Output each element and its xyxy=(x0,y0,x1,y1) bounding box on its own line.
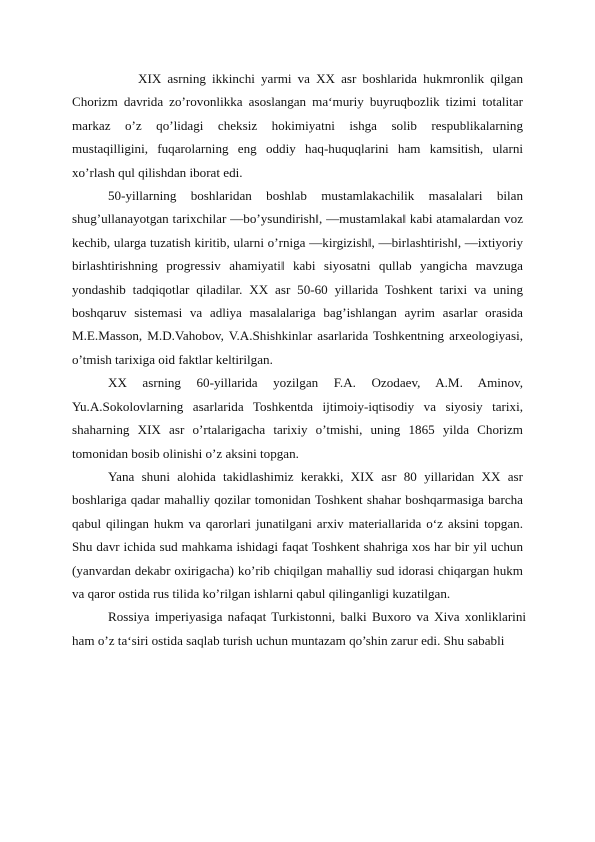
paragraph-2: 50-yillarning boshlaridan boshlab mustamlakachilik masalalari bilan shug’ullanayotgan tarixchilar ―bo’ysundirish‖, ―mustamlaka‖ kabi atamalardan voz kechib, ularga tuzatish kiritib, ularni o’rniga ―kirgizish‖, ―birlashtirish‖, ―ixtiyoriy birlashtirishning progressiv ahamiyati‖ kabi siyosatni qullab yangicha mavzuga yondashib tadqiqotlar qiladilar. XX asr 50-60 yillarida Toshkent tarixi va uning boshqaruv sistemasi va adliya masalalariga bag’ishlangan ayrim asarlar orasida M.E.Masson, M.D.Vahobov, V.A.Shishkinlar asarlarida Toshkentning arxeologiyasi, o’tmish tarixiga oid faktlar keltirilgan. xyxy=(72,188,523,367)
paragraph-1: XIX asrning ikkinchi yarmi va XX asr boshlarida hukmronlik qilgan Chorizm davrida zo’rovonlikka asoslangan ma‘muriy buyruqbozlik tizimi totalitar markaz o’z qo’lidagi cheksiz hokimiyatni ishga solib respublikalarning mustaqilligini, fuqarolarning eng oddiy haq-huquqlarini ham kamsitish, ularni xo’rlash qul qilishdan iborat edi. xyxy=(72,71,523,180)
paragraph-3: XX asrning 60-yillarida yozilgan F.A. Ozodaev, A.M. Aminov, Yu.A.Sokolovlarning asarlarida Toshkentda ijtimoiy-iqtisodiy va siyosiy tarixi, shaharning XIX asr o’rtalarigacha tarixiy o’tmishi, uning 1865 yilda Chorizm tomonidan bosib olinishi o’z aksini topgan. xyxy=(72,375,523,461)
paragraph-5: Rossiya imperiyasiga nafaqat Turkistonni, balki Buxoro va Xiva xonliklarini ham o’z ta‘siri ostida saqlab turish uchun muntazam qo’shin zarur edi. Shu sababli xyxy=(72,609,526,648)
document-page xyxy=(72,67,526,652)
paragraph-4: Yana shuni alohida takidlashimiz kerakki, XIX asr 80 yillaridan XX asr boshlariga qadar mahalliy qozilar tomonidan Toshkent shahar boshqarmasiga barcha qabul qilingan hukm va qarorlari junatilgani arxiv materiallarida o‘z aksini topgan. Shu davr ichida sud mahkama ishidagi faqat Toshkent shahriga xos har bir yil uchun (yanvardan dekabr oxirigacha) ko’rib chiqilgan mahalliy sud idorasi chiqargan hukm va qaror ostida rus tilida ko’rilgan ishlarni qabul qilinganligi kuzatilgan. xyxy=(72,468,523,601)
